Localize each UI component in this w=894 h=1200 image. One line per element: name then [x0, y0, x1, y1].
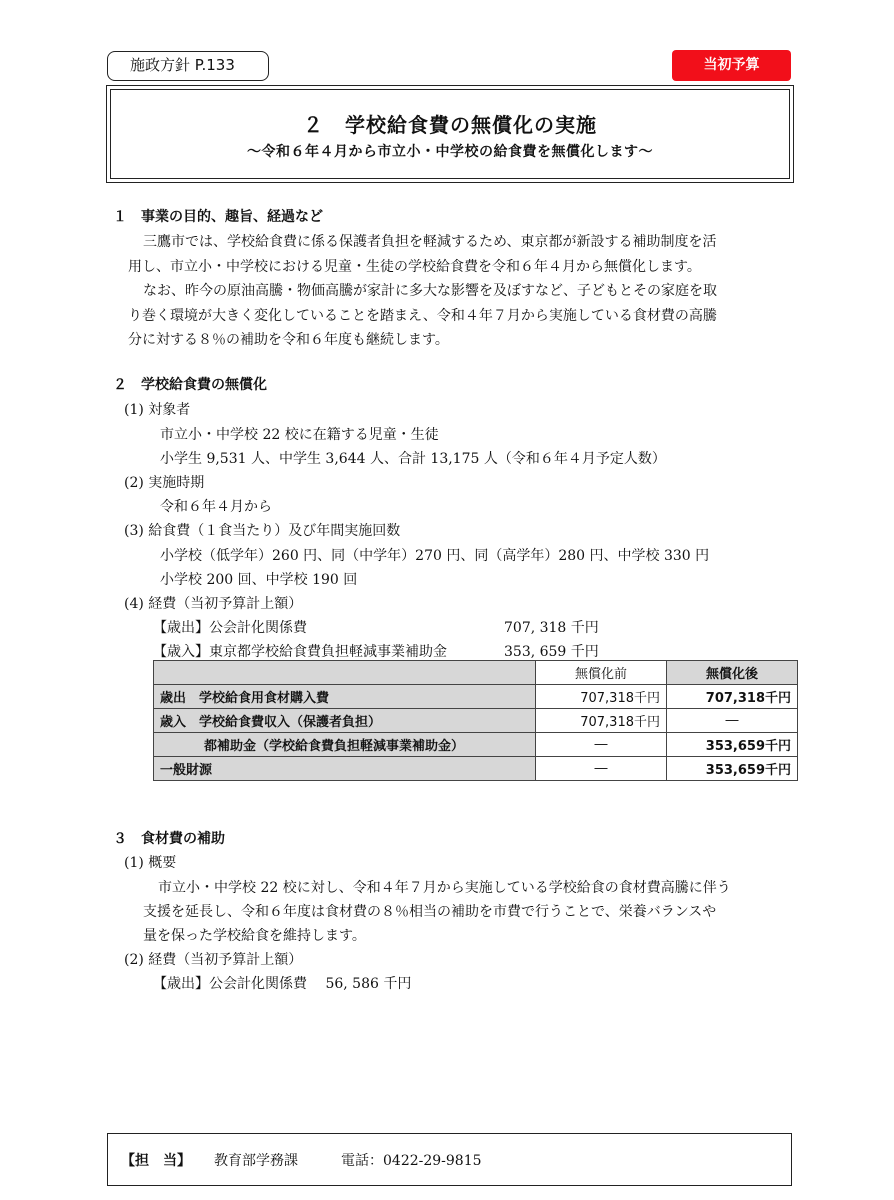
table-cell: ―: [536, 757, 667, 781]
contact-box: [107, 1133, 792, 1186]
section2-item-label: (1) 対象者: [124, 402, 191, 418]
table-cell: 707,318千円: [667, 685, 798, 709]
table-cell: 353,659千円: [667, 757, 798, 781]
section2-item-line: 令和６年４月から: [160, 499, 272, 515]
table-cell: ―: [667, 709, 798, 733]
finance-table: [153, 660, 798, 781]
table-cell: 一般財源: [154, 757, 536, 781]
section3-heading: ３ 食材費の補助: [113, 831, 225, 847]
budget-revenue-label: 【歳入】東京都学校給食費負担軽減事業補助金: [153, 644, 447, 660]
table-cell: ―: [536, 733, 667, 757]
contact-label: 【担 当】: [121, 1153, 191, 1169]
budget-expense-label: 【歳出】公会計化関係費: [153, 620, 307, 636]
section3-item-label: (1) 概要: [124, 855, 177, 871]
contact-phone: 電話：0422-29-9815: [341, 1153, 482, 1169]
section2-item-label: (4) 経費（当初予算計上額）: [124, 596, 303, 612]
section2-item-label: (3) 給食費（１食当たり）及び年間実施回数: [124, 523, 401, 539]
table-row: [154, 685, 798, 709]
table-row: [154, 733, 798, 757]
contact-department: 教育部学務課: [214, 1153, 298, 1169]
table-cell: 歳出 学校給食用食材購入費: [154, 685, 536, 709]
page-title: ２ 学校給食費の無償化の実施: [303, 113, 597, 137]
table-cell: 707,318千円: [536, 709, 667, 733]
budget-badge: 当初予算: [672, 50, 791, 81]
table-cell: 707,318千円: [536, 685, 667, 709]
section1-heading: １ 事業の目的、趣旨、経過など: [113, 209, 323, 225]
table-header-cell: [154, 661, 536, 685]
page-subtitle: ～令和６年４月から市立小・中学校の給食費を無償化します～: [247, 144, 653, 160]
table-header-cell: 無償化前: [536, 661, 667, 685]
section1-line: 分に対する８％の補助を令和６年度も継続します。: [128, 332, 449, 348]
section2-item-line: 小学生 9,531 人、中学生 3,644 人、合計 13,175 人（令和６年４月予定人数）: [160, 451, 666, 467]
section3-line: 量を保った学校給食を維持します。: [143, 928, 366, 944]
table-cell: 353,659千円: [667, 733, 798, 757]
section1-line: 三鷹市では、学校給食費に係る保護者負担を軽減するため、東京都が新設する補助制度を活: [143, 234, 717, 250]
table-cell: 歳入 学校給食費収入（保護者負担）: [154, 709, 536, 733]
section3-line: 市立小・中学校 22 校に対し、令和４年７月から実施している学校給食の食材費高騰に伴う: [158, 880, 731, 896]
section3-item-label: (2) 経費（当初予算計上額）: [124, 952, 303, 968]
section2-heading: ２ 学校給食費の無償化: [113, 377, 267, 393]
section3-expense-line: 【歳出】公会計化関係費 56, 586 千円: [153, 976, 412, 992]
section2-item-line: 小学校 200 回、中学校 190 回: [160, 572, 358, 588]
table-row: [154, 709, 798, 733]
title-box: [106, 85, 794, 183]
table-header-row: [154, 661, 798, 685]
section3-line: 支援を延長し、令和６年度は食材費の８％相当の補助を市費で行うことで、栄養バランスや: [143, 904, 717, 920]
section2-item-label: (2) 実施時期: [124, 475, 205, 491]
section2-item-line: 小学校（低学年）260 円、同（中学年）270 円、同（高学年）280 円、中学校 330 円: [160, 548, 710, 564]
table-row: [154, 757, 798, 781]
title-inner-frame: [110, 89, 790, 179]
budget-expense-amount: 707, 318 千円: [504, 620, 599, 636]
section1-line: り巻く環境が大きく変化していることを踏まえ、令和４年７月から実施している食材費の高騰: [128, 308, 717, 324]
section2-item-line: 市立小・中学校 22 校に在籍する児童・生徒: [160, 427, 439, 443]
table-cell: 都補助金（学校給食費負担軽減事業補助金）: [154, 733, 536, 757]
policy-reference: 施政方針 P.133: [107, 51, 269, 81]
section1-line: 用し、市立小・中学校における児童・生徒の学校給食費を令和６年４月から無償化します。: [128, 259, 701, 275]
table-header-cell: 無償化後: [667, 661, 798, 685]
section1-line: なお、昨今の原油高騰・物価高騰が家計に多大な影響を及ぼすなど、子どもとその家庭を取: [143, 283, 717, 299]
budget-revenue-amount: 353, 659 千円: [504, 644, 599, 660]
